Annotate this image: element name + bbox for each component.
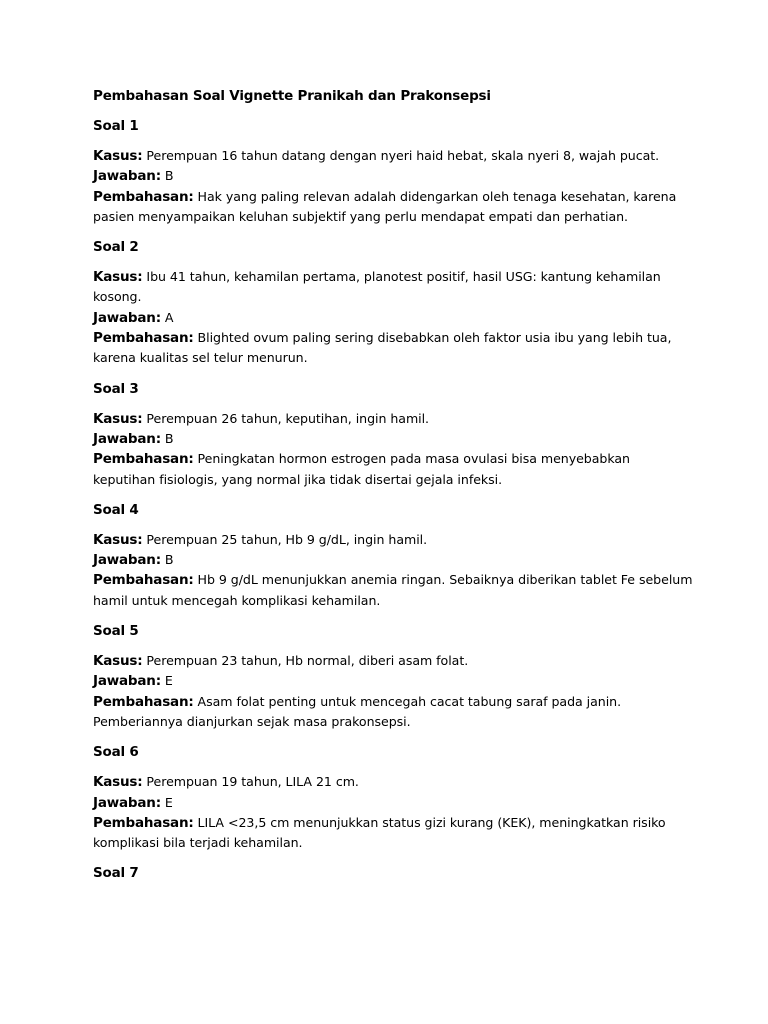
- kasus-line: [93, 530, 693, 550]
- jawaban-line: [93, 308, 693, 328]
- soal-heading: Soal 2: [93, 239, 139, 256]
- jawaban-line: [93, 793, 693, 813]
- jawaban-label: Jawaban:: [93, 673, 161, 690]
- pembahasan-text: Blighted ovum paling sering disebabkan oleh faktor usia ibu yang lebih tua, karena kualitas sel telur menurun.: [93, 330, 672, 366]
- pembahasan-line: [93, 813, 693, 854]
- pembahasan-line: [93, 187, 693, 228]
- pembahasan-text: Asam folat penting untuk mencegah cacat tabung saraf pada janin. Pemberiannya dianjurkan sejak masa prakonsepsi.: [93, 693, 622, 729]
- jawaban-line: [93, 429, 693, 449]
- soal-heading: Soal 3: [93, 380, 139, 397]
- kasus-line: [93, 146, 693, 166]
- soal-body: [93, 267, 693, 368]
- kasus-line: [93, 651, 693, 671]
- pembahasan-label: Pembahasan:: [93, 814, 194, 831]
- soal-section-6: [93, 742, 693, 853]
- jawaban-label: Jawaban:: [93, 430, 161, 447]
- jawaban-text: E: [164, 794, 173, 810]
- pembahasan-line: [93, 692, 693, 733]
- jawaban-line: [93, 166, 693, 186]
- soal-body: [93, 146, 693, 227]
- jawaban-label: Jawaban:: [93, 168, 161, 185]
- soal-body: [93, 530, 693, 611]
- pembahasan-label: Pembahasan:: [93, 693, 194, 710]
- kasus-line: [93, 772, 693, 792]
- pembahasan-label: Pembahasan:: [93, 188, 194, 205]
- kasus-label: Kasus:: [93, 774, 143, 791]
- soal-heading: Soal 1: [93, 118, 139, 134]
- kasus-text: Ibu 41 tahun, kehamilan pertama, planotest positif, hasil USG: kantung kehamilan kosong.: [93, 269, 661, 305]
- kasus-label: Kasus:: [93, 148, 143, 164]
- pembahasan-line: [93, 570, 693, 611]
- jawaban-label: Jawaban:: [93, 552, 161, 569]
- jawaban-text: E: [164, 673, 173, 689]
- soal-section-5: [93, 621, 693, 732]
- pembahasan-text: Hak yang paling relevan adalah didengarkan oleh tenaga kesehatan, karena pasien menyampaikan keluhan subjektif yang perlu mendapat empati dan perhatian.: [93, 188, 677, 224]
- soal-section-1: [93, 116, 693, 227]
- pembahasan-line: [93, 328, 693, 369]
- pembahasan-line: [93, 449, 693, 490]
- soal-body: [93, 772, 693, 853]
- soal-heading: Soal 7: [93, 865, 139, 882]
- kasus-text: Perempuan 25 tahun, Hb 9 g/dL, ingin hamil.: [146, 531, 428, 547]
- pembahasan-text: Hb 9 g/dL menunjukkan anemia ringan. Sebaiknya diberikan tablet Fe sebelum hamil untuk mencegah komplikasi kehamilan.: [93, 572, 693, 608]
- document-page: [93, 86, 693, 893]
- pembahasan-text: Peningkatan hormon estrogen pada masa ovulasi bisa menyebabkan keputihan fisiologis, yang normal jika tidak disertai gejala infeksi.: [93, 451, 630, 487]
- kasus-label: Kasus:: [93, 653, 143, 670]
- jawaban-line: [93, 671, 693, 691]
- kasus-label: Kasus:: [93, 410, 143, 427]
- pembahasan-label: Pembahasan:: [93, 330, 194, 347]
- soal-section-2: [93, 237, 693, 368]
- kasus-text: Perempuan 26 tahun, keputihan, ingin hamil.: [146, 410, 430, 426]
- soal-section-7: [93, 863, 693, 883]
- kasus-text: Perempuan 16 tahun datang dengan nyeri haid hebat, skala nyeri 8, wajah pucat.: [146, 148, 660, 163]
- jawaban-text: A: [164, 309, 174, 325]
- document-title: Pembahasan Soal Vignette Pranikah dan Prakonsepsi: [93, 88, 491, 104]
- soal-heading: Soal 6: [93, 744, 139, 761]
- jawaban-text: B: [164, 168, 174, 184]
- soal-body: [93, 651, 693, 732]
- soal-heading: Soal 4: [93, 501, 139, 518]
- kasus-label: Kasus:: [93, 531, 143, 548]
- pembahasan-text: LILA <23,5 cm menunjukkan status gizi kurang (KEK), meningkatkan risiko komplikasi bila terjadi kehamilan.: [93, 814, 666, 851]
- kasus-line: [93, 267, 693, 308]
- jawaban-label: Jawaban:: [93, 794, 161, 811]
- jawaban-text: B: [164, 552, 174, 568]
- soal-heading: Soal 5: [93, 623, 139, 640]
- soal-section-4: [93, 500, 693, 611]
- kasus-text: Perempuan 19 tahun, LILA 21 cm.: [146, 774, 359, 790]
- kasus-text: Perempuan 23 tahun, Hb normal, diberi asam folat.: [146, 653, 469, 669]
- jawaban-label: Jawaban:: [93, 309, 161, 326]
- kasus-line: [93, 409, 693, 429]
- kasus-label: Kasus:: [93, 269, 143, 286]
- jawaban-line: [93, 550, 693, 570]
- soal-body: [93, 409, 693, 490]
- pembahasan-label: Pembahasan:: [93, 451, 194, 468]
- pembahasan-label: Pembahasan:: [93, 572, 194, 589]
- soal-section-3: [93, 379, 693, 490]
- jawaban-text: B: [164, 430, 174, 446]
